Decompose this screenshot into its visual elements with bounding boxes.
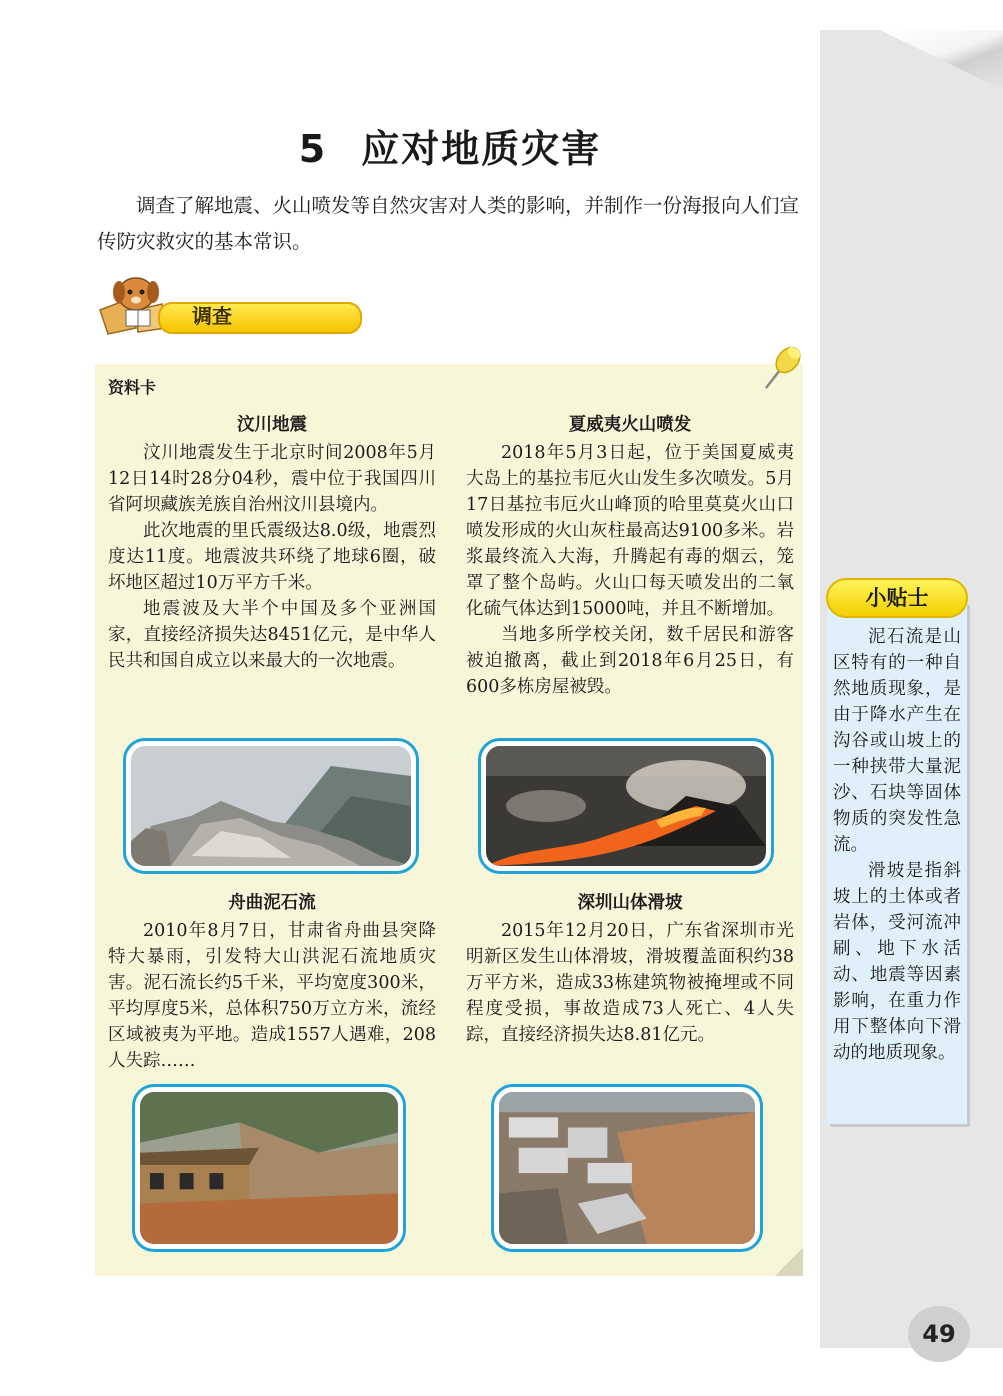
- article-paragraph: 2010年8月7日，甘肃省舟曲县突降特大暴雨，引发特大山洪泥石流地质灾害。泥石流长约5千米，平均宽度300米，平均厚度5米，总体积750万立方米，流经区域被夷为平地。造成1557人遇难，208人失踪……: [108, 921, 436, 1071]
- volcano-photo: [478, 738, 774, 874]
- article-zhouqu: [108, 890, 436, 1074]
- lesson-title: [0, 118, 900, 173]
- tip-paragraph: 滑坡是指斜坡上的土体或者岩体，受河流冲刷、地下水活动、地震等因素影响，在重力作用下整体向下滑动的地质现象。: [833, 861, 961, 1063]
- article-wenchuan: [108, 412, 436, 674]
- card-label: 资料卡: [108, 378, 157, 397]
- card-fold: [775, 1248, 803, 1276]
- mudslide-photo: [132, 1084, 406, 1252]
- article-paragraph: 汶川地震发生于北京时间2008年5月12日14时28分04秒，震中位于我国四川省阿坝藏族羌族自治州汶川县境内。: [108, 443, 436, 515]
- article-shenzhen: [466, 890, 794, 1048]
- badge-bar: [158, 302, 362, 334]
- article-title: 深圳山体滑坡: [577, 893, 683, 913]
- landslide-photo: [491, 1084, 763, 1252]
- tip-text: [833, 624, 961, 1066]
- article-paragraph: 此次地震的里氏震级达8.0级，地震烈度达11度。地震波共环绕了地球6圈，破坏地区超过10万平方千米。: [108, 521, 436, 593]
- earthquake-photo: [123, 738, 419, 874]
- article-paragraph: 2015年12月20日，广东省深圳市光明新区发生山体滑坡，滑坡覆盖面积约38万平方米，造成33栋建筑物被掩埋或不同程度受损，事故造成73人死亡、4人失踪，直接经济损失达8.81亿元。: [466, 921, 794, 1045]
- tip-title: 小贴士: [826, 578, 968, 618]
- section-label: 调查: [192, 304, 232, 328]
- tip-paragraph: 泥石流是山区特有的一种自然地质现象，是由于降水产生在沟谷或山坡上的一种挟带大量泥沙、石块等固体物质的突发性急流。: [833, 627, 961, 855]
- lesson-title-text: 应对地质灾害: [361, 127, 602, 171]
- article-title: 汶川地震: [237, 415, 307, 435]
- section-badge: [96, 270, 276, 334]
- page-number: 49: [908, 1306, 970, 1362]
- article-paragraph: 当地多所学校关闭，数千居民和游客被迫撤离，截止到2018年6月25日，有600多栋房屋被毁。: [466, 625, 794, 697]
- article-hawaii: [466, 412, 794, 700]
- intro-paragraph: 调查了解地震、火山喷发等自然灾害对人类的影响，并制作一份海报向人们宣传防灾救灾的基本常识。: [97, 194, 800, 253]
- article-paragraph: 地震波及大半个中国及多个亚洲国家，直接经济损失达8451亿元，是中华人民共和国自成立以来最大的一次地震。: [108, 599, 436, 671]
- article-title: 夏威夷火山喷发: [568, 415, 692, 435]
- article-paragraph: 2018年5月3日起，位于美国夏威夷大岛上的基拉韦厄火山发生多次喷发。5月17日基拉韦厄火山峰顶的哈里莫莫火山口喷发形成的火山灰柱最高达9100多米。岩浆最终流入大海，升腾起有毒的烟云，笼罩了整个岛屿。火山口每天喷发出的二氧化硫气体达到15000吨，并且不断增加。: [466, 443, 794, 619]
- article-title: 舟曲泥石流: [228, 893, 316, 913]
- pushpin-icon: [758, 340, 806, 392]
- lesson-number: 5: [298, 127, 328, 171]
